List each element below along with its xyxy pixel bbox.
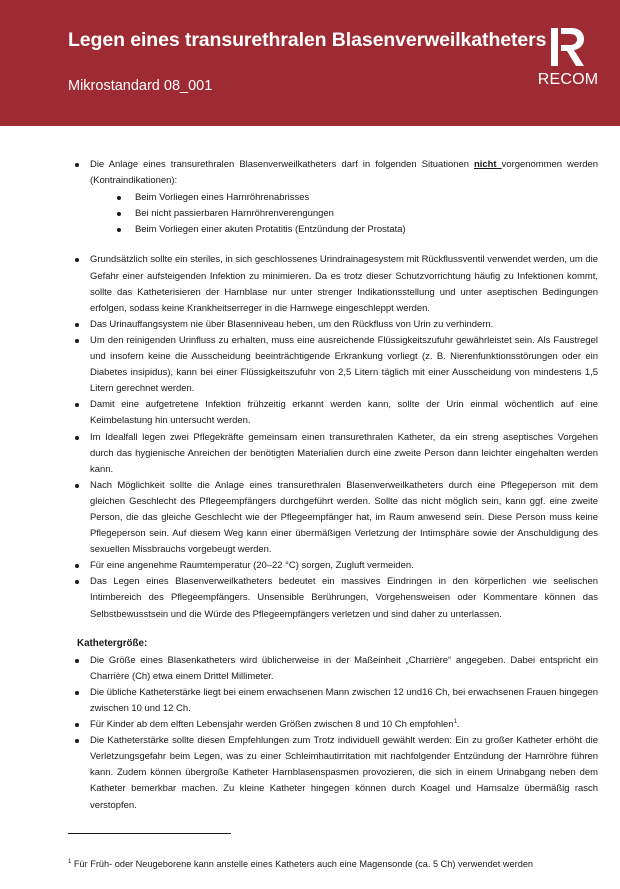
list-item: Um den reinigenden Urinfluss zu erhalten, muss eine ausreichende Flüssigkeitszufuhr gewährleistet sein. Als Faustregel und insofern keine die Ausscheidung beeinträchtigende Erkrankung vorliegt (z. B. Nierenfunktionsstörungen oder ein Diabetes insipidus), kann bei einer Flüssigkeitszufuhr von 2,5 Litern täglich mit einer Ausscheidung von mindestens 1,5 Litern gerechnet werden.: [78, 333, 598, 397]
footnote-divider: [68, 833, 231, 834]
list-item: Die übliche Katheterstärke liegt bei einem erwachsenen Mann zwischen 12 und16 Ch, bei erwachsenen Frauen hingegen zwischen 10 und 12 Ch.: [78, 685, 598, 717]
page-header: [0, 0, 620, 126]
footnote-reference[interactable]: 1: [453, 718, 457, 725]
spacer: [78, 238, 598, 252]
intro-text-start: Die Anlage eines transurethralen Blasenverweilkatheters darf in folgenden Situationen: [90, 159, 475, 170]
contraindication-list: [90, 190, 598, 238]
list-item: [78, 717, 598, 733]
list-item: Im Idealfall legen zwei Pflegekräfte gemeinsam einen transurethralen Katheter, da ein streng aseptisches Vorgehen durch das hygienische Anreichen der benötigten Materialien durch eine zweite Person dann leichter eingehalten werden kann.: [78, 430, 598, 478]
list-item: Bei nicht passierbaren Harnröhrenverengungen: [90, 206, 598, 222]
footnote-mark: 1: [68, 858, 72, 865]
list-item: Das Legen eines Blasenverweilkatheters bedeutet ein massives Eindringen in den körperlichen wie seelischen Intimbereich des Pflegeempfängers. Unsensible Berührungen, Vorgehensweisen oder Kommentare können das Selbstbewusstsein und die Würde des Pflegeempfängers verletzen und sind daher zu unterlassen.: [78, 574, 598, 622]
list-item: [78, 157, 598, 238]
list-item: Damit eine aufgetretene Infektion frühzeitig erkannt werden kann, sollte der Urin einmal wöchentlich auf eine Keimbelastung hin untersucht werden.: [78, 397, 598, 429]
list-item: Das Urinauffangsystem nie über Blasenniveau heben, um den Rückfluss von Urin zu verhindern.: [78, 317, 598, 333]
list-item: Nach Möglichkeit sollte die Anlage eines transurethralen Blasenverweilkatheters durch eine Pflegeperson mit dem gleichen Geschlecht des Pflegeempfängers durchgeführt werden. Sollte das nicht möglich sein, kann ggf. eine zweite Person, die das gleiche Geschlecht wie der Pflegeempfänger hat, im Raum anwesend sein. Diese Person muss keine Pflegeperson sein. Auf diesem Weg kann einer übermäßigen Verletzung der Intimsphäre sowie der Anschuldigung des sexuellen Missbrauchs vorgebeugt werden.: [78, 478, 598, 558]
recom-r-mark-icon: [549, 26, 587, 68]
footnote-text: Für Früh- oder Neugeborene kann anstelle eines Katheters auch eine Magensonde (ca. 5 Ch) verwendet werden: [71, 859, 534, 869]
list-item: Beim Vorliegen einer akuten Protatitis (Entzündung der Prostata): [90, 222, 598, 238]
kids-size-end: .: [456, 719, 460, 731]
guideline-list: [78, 252, 598, 622]
document-body: [78, 157, 598, 814]
list-item: Für eine angenehme Raumtemperatur (20–22 °C) sorgen, Zugluft vermeiden.: [78, 558, 598, 574]
list-item: Die Größe eines Blasenkatheters wird üblicherweise in der Maßeinheit „Charrière“ angegeben. Dabei entspricht ein Charrière (Ch) etwa einem Drittel Millimeter.: [78, 653, 598, 685]
intro-text-end: vorgenommen werden (Kontraindikationen):: [90, 159, 599, 187]
intro-list: [78, 157, 598, 238]
list-item: Die Katheterstärke sollte diesen Empfehlungen zum Trotz individuell gewählt werden: Ein zu großer Katheter erhöht die Verletzungsgefahr beim Legen, was zu einer Schleimhautirritation mit nachfolgender Entzündung der Harnröhre führen kann. Zudem können übergroße Katheter Harnblasenspasmen provozieren, die sich in einem Urinabgang neben dem Katheter bemerkbar machen. Zu kleine Katheter hingegen können durch Koagel und Harnsalze übermäßig rasch verstopfen.: [78, 733, 598, 813]
logo-wordmark: RECOM: [537, 71, 599, 88]
list-item: Beim Vorliegen eines Harnröhrenabrisses: [90, 190, 598, 206]
catheter-size-list: [78, 653, 598, 814]
page-title: Legen eines transurethralen Blasenverweilkatheters: [68, 29, 547, 51]
list-item: Grundsätzlich sollte ein steriles, in sich geschlossenes Urindrainagesystem mit Rückflussventil verwendet werden, um die Gefahr einer aufsteigenden Infektion zu minimieren. Da es trotz dieser Schutzvorrichtung häufig zu Infektionen kommt, sollte das Katheterisieren der Harnblase nur unter strenger Indikationsstellung und unter aseptischen Bedingungen erfolgen, sodass keine Krankheitserreger in die Harnwege eingeschleppt werden.: [78, 252, 598, 316]
page-subtitle: Mikrostandard 08_001: [68, 78, 213, 94]
intro-emphasis: nicht: [474, 159, 502, 170]
section-heading: Kathetergröße:: [77, 637, 148, 649]
footnote: [68, 858, 588, 871]
recom-logo: [536, 26, 600, 94]
kids-size-text: Für Kinder ab dem elften Lebensjahr werden Größen zwischen 8 und 10 Ch empfohlen: [90, 719, 454, 731]
